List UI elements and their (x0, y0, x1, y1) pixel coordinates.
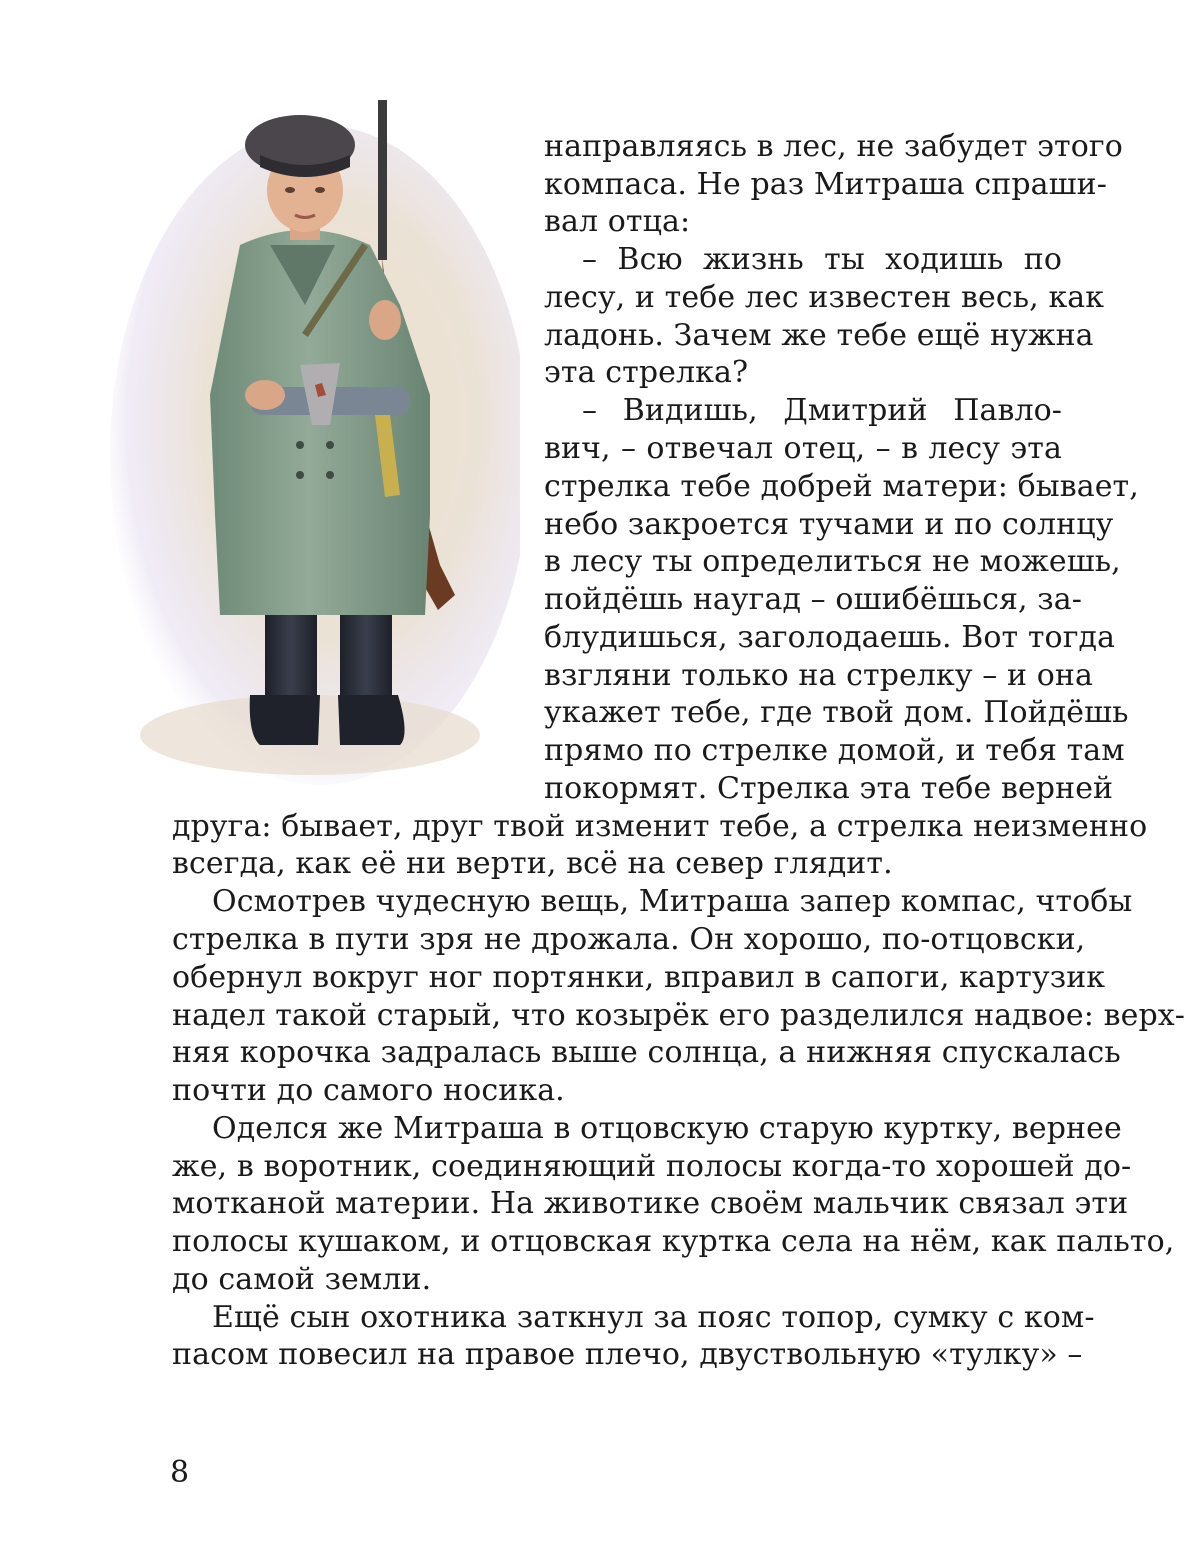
text-line: няя корочка задралась выше солнца, а нижняя спускалась (172, 1035, 1121, 1070)
text-line: до самой земли. (172, 1262, 432, 1297)
text-line: же, в воротник, соединяющий полосы когда-то хорошей до- (172, 1149, 1132, 1184)
text-line: ладонь. Зачем же тебе ещё нужна (544, 318, 1094, 353)
text-line: эта стрелка? (544, 355, 749, 390)
text-line: мотканой материи. На животике своём мальчик связал эти (172, 1186, 1129, 1221)
text-line: компаса. Не раз Митраша спраши- (544, 167, 1107, 202)
text-line: в лесу ты определиться не можешь, (544, 544, 1121, 579)
text-line: полосы кушаком, и отцовская куртка села на нём, как пальто, (172, 1224, 1175, 1259)
text-line: почти до самого носика. (172, 1073, 565, 1108)
text-line: надел такой старый, что козырёк его разделился надвое: верх- (172, 998, 1186, 1033)
text-line: лесу, и тебе лес известен весь, как (544, 280, 1105, 315)
text-line: покормят. Стрелка эта тебе верней (544, 771, 1114, 806)
text-line: стрелка тебе добрей матери: бывает, (544, 469, 1139, 504)
text-line: блудишься, заголодаешь. Вот тогда (544, 620, 1116, 655)
text-line: всегда, как её ни верти, всё на север глядит. (172, 846, 893, 881)
text-line: – Всю жизнь ты ходишь по (582, 242, 1062, 277)
text-line: Ещё сын охотника заткнул за пояс топор, сумку с ком- (212, 1300, 1095, 1335)
text-line: пасом повесил на правое плечо, двуствольную «тулку» – (172, 1337, 1083, 1372)
text-line: обернул вокруг ног портянки, вправил в сапоги, картузик (172, 960, 1106, 995)
text-line: стрелка в пути зря не дрожала. Он хорошо, по-отцовски, (172, 922, 1086, 957)
text-line: небо закроется тучами и по солнцу (544, 507, 1114, 542)
text-line: прямо по стрелке домой, и тебя там (544, 733, 1125, 768)
text-line: направляясь в лес, не забудет этого (544, 129, 1123, 164)
text-line: Оделся же Митраша в отцовскую старую куртку, вернее (212, 1111, 1122, 1146)
text-line: Осмотрев чудесную вещь, Митраша запер компас, чтобы (212, 884, 1133, 919)
text-line: укажет тебе, где твой дом. Пойдёшь (544, 695, 1129, 730)
page-number: 8 (170, 1455, 190, 1490)
text-line: друга: бывает, друг твой изменит тебе, а стрелка неизменно (172, 809, 1148, 844)
text-line: взгляни только на стрелку – и она (544, 658, 1093, 693)
text-line: – Видишь, Дмитрий Павло- (582, 393, 1062, 428)
text-line: вич, – отвечал отец, – в лесу эта (544, 431, 1062, 466)
text-line: пойдёшь наугад – ошибёшься, за- (544, 582, 1082, 617)
text-line: вал отца: (544, 204, 691, 239)
